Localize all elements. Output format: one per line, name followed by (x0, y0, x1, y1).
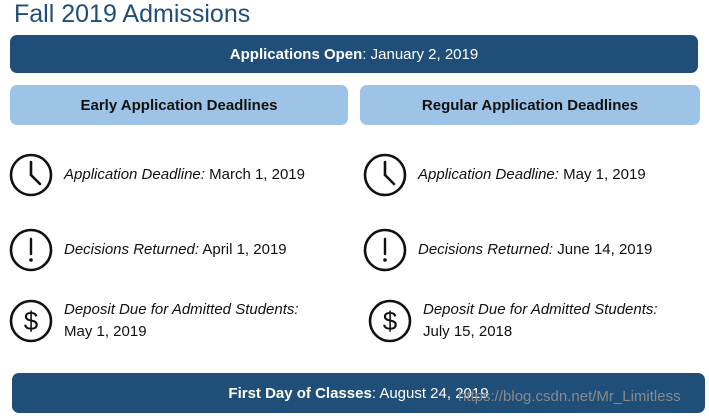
item-value: May 1, 2019 (558, 166, 646, 183)
exclamation-icon (9, 228, 53, 272)
regular-deadlines-header: Regular Application Deadlines (360, 85, 700, 125)
item-text (418, 164, 646, 186)
item-text (64, 164, 305, 186)
svg-text:$: $ (382, 306, 398, 336)
watermark: https://blog.csdn.net/Mr_Limitless (458, 388, 681, 405)
item-text (64, 299, 299, 343)
item-label: Deposit Due for Admitted Students: (423, 301, 658, 318)
item-label: Application Deadline: (64, 166, 205, 183)
regular-decisions-returned (363, 228, 652, 272)
item-label: Decisions Returned: (418, 241, 554, 258)
dollar-icon (368, 299, 412, 343)
item-value: April 1, 2019 (199, 241, 287, 258)
item-text (418, 239, 652, 261)
regular-deposit-due (368, 299, 658, 343)
applications-open-label: Applications Open (229, 45, 363, 63)
page-title: Fall 2019 Admissions (14, 0, 251, 28)
early-deadlines-header: Early Application Deadlines (10, 85, 348, 125)
item-label: Decisions Returned: (64, 241, 200, 258)
applications-open-banner (10, 35, 698, 73)
item-label: Deposit Due for Admitted Students: (64, 301, 299, 318)
early-application-deadline (9, 153, 305, 197)
exclamation-icon (363, 228, 407, 272)
early-decisions-returned (9, 228, 287, 272)
item-value: June 14, 2019 (553, 241, 653, 258)
clock-icon (9, 153, 53, 197)
dollar-icon (9, 299, 53, 343)
item-value: May 1, 2019 (64, 323, 147, 340)
first-day-date: : August 24, 2019 (371, 384, 489, 402)
regular-application-deadline (363, 153, 646, 197)
item-text (423, 299, 658, 343)
item-value: March 1, 2019 (204, 166, 305, 183)
item-value: July 15, 2018 (423, 323, 513, 340)
svg-text:$: $ (23, 306, 39, 336)
first-day-label: First Day of Classes (228, 384, 372, 402)
applications-open-date: : January 2, 2019 (362, 45, 479, 63)
early-deposit-due (9, 299, 299, 343)
clock-icon (363, 153, 407, 197)
item-text (64, 239, 287, 261)
item-label: Application Deadline: (418, 166, 559, 183)
